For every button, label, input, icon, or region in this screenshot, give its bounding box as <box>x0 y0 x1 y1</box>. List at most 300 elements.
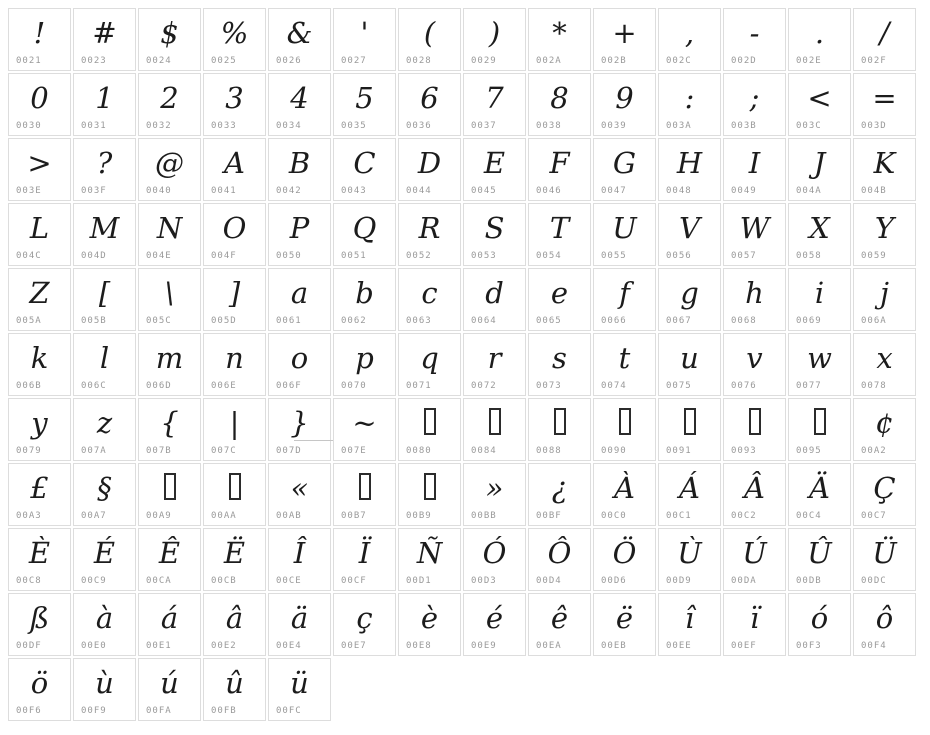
glyph-preview: R <box>418 211 441 245</box>
glyph-preview: h <box>745 276 764 310</box>
codepoint-label: 00C1 <box>666 511 692 521</box>
glyph-cell-0053[interactable] <box>463 203 526 266</box>
codepoint-label: 0027 <box>341 56 367 66</box>
codepoint-label: 0028 <box>406 56 432 66</box>
codepoint-label: 0093 <box>731 446 757 456</box>
glyph-preview: Ç <box>873 471 896 505</box>
codepoint-label: 00E7 <box>341 641 367 651</box>
codepoint-label: 00CE <box>276 576 302 586</box>
glyph-preview: j <box>880 276 889 310</box>
codepoint-label: 0088 <box>536 446 562 456</box>
glyph-cell-00DC[interactable] <box>853 528 916 591</box>
glyph-cell-0024[interactable] <box>138 8 201 71</box>
codepoint-label: 0048 <box>666 186 692 196</box>
glyph-cell-0090[interactable] <box>593 398 656 461</box>
glyph-cell-00C1[interactable] <box>658 463 721 526</box>
codepoint-label: 00B9 <box>406 511 432 521</box>
glyph-cell-00F3[interactable] <box>788 593 851 656</box>
glyph-cell-00A2[interactable] <box>853 398 916 461</box>
glyph-cell-00DB[interactable] <box>788 528 851 591</box>
glyph-cell-0034[interactable] <box>268 73 331 136</box>
glyph-cell-0070[interactable] <box>333 333 396 396</box>
glyph-cell-00CE[interactable] <box>268 528 331 591</box>
glyph-cell-002B[interactable] <box>593 8 656 71</box>
codepoint-label: 0095 <box>796 446 822 456</box>
glyph-cell-00E0[interactable] <box>73 593 136 656</box>
glyph-preview: l <box>99 341 110 375</box>
glyph-cell-0084[interactable] <box>463 398 526 461</box>
glyph-cell-006F[interactable] <box>268 333 331 396</box>
glyph-cell-0032[interactable] <box>138 73 201 136</box>
tofu-box-icon <box>684 408 696 435</box>
glyph-cell-0061[interactable] <box>268 268 331 331</box>
codepoint-label: 004A <box>796 186 822 196</box>
glyph-cell-003E[interactable] <box>8 138 71 201</box>
glyph-cell-0021[interactable] <box>8 8 71 71</box>
glyph-cell-0065[interactable] <box>528 268 591 331</box>
codepoint-label: 006F <box>276 381 302 391</box>
codepoint-label: 00EA <box>536 641 562 651</box>
missing-glyph-box <box>464 400 525 442</box>
codepoint-label: 0033 <box>211 121 237 131</box>
glyph-cell-007B[interactable] <box>138 398 201 461</box>
glyph-cell-00FC[interactable] <box>268 658 331 721</box>
glyph-cell-002E[interactable] <box>788 8 851 71</box>
codepoint-label: 0079 <box>16 446 42 456</box>
glyph-cell-006C[interactable] <box>73 333 136 396</box>
glyph-cell-006B[interactable] <box>8 333 71 396</box>
glyph-preview: i <box>814 276 825 310</box>
glyph-cell-007E[interactable] <box>333 398 396 461</box>
glyph-cell-00E7[interactable] <box>333 593 396 656</box>
glyph-cell-0073[interactable] <box>528 333 591 396</box>
glyph-cell-002A[interactable] <box>528 8 591 71</box>
glyph-cell-00F9[interactable] <box>73 658 136 721</box>
codepoint-label: 003B <box>731 121 757 131</box>
glyph-preview: 2 <box>160 81 179 115</box>
glyph-cell-0030[interactable] <box>8 73 71 136</box>
codepoint-label: 0050 <box>276 251 302 261</box>
glyph-cell-00C7[interactable] <box>853 463 916 526</box>
glyph-preview: £ <box>30 471 49 505</box>
glyph-cell-0039[interactable] <box>593 73 656 136</box>
glyph-cell-00A3[interactable] <box>8 463 71 526</box>
codepoint-label: 0069 <box>796 316 822 326</box>
glyph-cell-003C[interactable] <box>788 73 851 136</box>
glyph-cell-0056[interactable] <box>658 203 721 266</box>
glyph-preview: p <box>355 341 374 375</box>
tofu-box-icon <box>489 408 501 435</box>
glyph-cell-0077[interactable] <box>788 333 851 396</box>
glyph-cell-00B9[interactable] <box>398 463 461 526</box>
glyph-cell-004C[interactable] <box>8 203 71 266</box>
glyph-cell-0040[interactable] <box>138 138 201 201</box>
glyph-preview: É <box>93 536 116 570</box>
glyph-preview: } <box>290 406 309 440</box>
glyph-preview: K <box>873 146 896 180</box>
codepoint-label: 0038 <box>536 121 562 131</box>
glyph-preview: ¢ <box>875 406 894 440</box>
glyph-cell-00E2[interactable] <box>203 593 266 656</box>
glyph-cell-00BF[interactable] <box>528 463 591 526</box>
codepoint-label: 004E <box>146 251 172 261</box>
codepoint-label: 0058 <box>796 251 822 261</box>
glyph-preview: à <box>95 601 114 635</box>
glyph-cell-00C8[interactable] <box>8 528 71 591</box>
glyph-preview: ¿ <box>551 471 568 505</box>
glyph-preview: Ú <box>742 536 767 570</box>
codepoint-label: 00B7 <box>341 511 367 521</box>
glyph-cell-0045[interactable] <box>463 138 526 201</box>
glyph-cell-0044[interactable] <box>398 138 461 201</box>
glyph-cell-004F[interactable] <box>203 203 266 266</box>
codepoint-label: 0023 <box>81 56 107 66</box>
glyph-cell-00BB[interactable] <box>463 463 526 526</box>
glyph-preview: Á <box>679 471 700 505</box>
glyph-cell-00FA[interactable] <box>138 658 201 721</box>
glyph-cell-0033[interactable] <box>203 73 266 136</box>
codepoint-label: 0063 <box>406 316 432 326</box>
glyph-preview: m <box>155 341 184 375</box>
glyph-cell-003A[interactable] <box>658 73 721 136</box>
codepoint-label: 0046 <box>536 186 562 196</box>
glyph-cell-0037[interactable] <box>463 73 526 136</box>
glyph-preview: k <box>30 341 49 375</box>
glyph-cell-0041[interactable] <box>203 138 266 201</box>
glyph-cell-00AB[interactable] <box>268 463 331 526</box>
glyph-cell-00D1[interactable] <box>398 528 461 591</box>
glyph-cell-00D4[interactable] <box>528 528 591 591</box>
codepoint-label: 002A <box>536 56 562 66</box>
glyph-cell-004B[interactable] <box>853 138 916 201</box>
codepoint-label: 0053 <box>471 251 497 261</box>
glyph-cell-005A[interactable] <box>8 268 71 331</box>
glyph-preview: 0 <box>30 81 49 115</box>
glyph-preview: F <box>549 146 570 180</box>
glyph-preview: ï <box>749 601 760 635</box>
codepoint-label: 0073 <box>536 381 562 391</box>
glyph-preview: z <box>96 406 113 440</box>
glyph-preview: 3 <box>225 81 244 115</box>
glyph-preview: N <box>156 211 183 245</box>
glyph-preview: S <box>484 211 505 245</box>
tofu-box-icon <box>619 408 631 435</box>
glyph-cell-0076[interactable] <box>723 333 786 396</box>
glyph-cell-0052[interactable] <box>398 203 461 266</box>
glyph-cell-00CB[interactable] <box>203 528 266 591</box>
glyph-cell-002D[interactable] <box>723 8 786 71</box>
glyph-cell-00EE[interactable] <box>658 593 721 656</box>
codepoint-label: 0035 <box>341 121 367 131</box>
glyph-cell-007C[interactable] <box>203 398 266 461</box>
glyph-cell-0058[interactable] <box>788 203 851 266</box>
glyph-cell-0079[interactable] <box>8 398 71 461</box>
codepoint-label: 007D <box>276 446 302 456</box>
glyph-cell-00E9[interactable] <box>463 593 526 656</box>
codepoint-label: 006B <box>16 381 42 391</box>
glyph-cell-0027[interactable] <box>333 8 396 71</box>
glyph-cell-00E8[interactable] <box>398 593 461 656</box>
missing-glyph-box <box>399 465 460 507</box>
codepoint-label: 0031 <box>81 121 107 131</box>
codepoint-label: 0021 <box>16 56 42 66</box>
glyph-cell-0050[interactable] <box>268 203 331 266</box>
glyph-preview: O <box>222 211 247 245</box>
glyph-cell-005C[interactable] <box>138 268 201 331</box>
glyph-cell-00A7[interactable] <box>73 463 136 526</box>
glyph-cell-0047[interactable] <box>593 138 656 201</box>
codepoint-label: 0061 <box>276 316 302 326</box>
glyph-cell-00EB[interactable] <box>593 593 656 656</box>
codepoint-label: 003F <box>81 186 107 196</box>
glyph-cell-0043[interactable] <box>333 138 396 201</box>
glyph-preview: | <box>229 406 240 440</box>
glyph-preview: Ó <box>482 536 507 570</box>
glyph-cell-003F[interactable] <box>73 138 136 201</box>
glyph-preview: W <box>739 211 770 245</box>
glyph-cell-0093[interactable] <box>723 398 786 461</box>
glyph-preview: E <box>483 146 506 180</box>
glyph-cell-0072[interactable] <box>463 333 526 396</box>
glyph-preview: Q <box>352 211 377 245</box>
codepoint-label: 00D3 <box>471 576 497 586</box>
glyph-cell-005D[interactable] <box>203 268 266 331</box>
glyph-cell-00F4[interactable] <box>853 593 916 656</box>
glyph-cell-00D9[interactable] <box>658 528 721 591</box>
glyph-preview: y <box>31 406 48 440</box>
codepoint-label: 0068 <box>731 316 757 326</box>
glyph-preview: é <box>485 601 504 635</box>
glyph-cell-0067[interactable] <box>658 268 721 331</box>
glyph-preview: Î <box>293 536 306 570</box>
glyph-preview: g <box>680 276 699 310</box>
missing-glyph-box <box>594 400 655 442</box>
glyph-cell-00AA[interactable] <box>203 463 266 526</box>
glyph-cell-0054[interactable] <box>528 203 591 266</box>
glyph-cell-004E[interactable] <box>138 203 201 266</box>
glyph-cell-0095[interactable] <box>788 398 851 461</box>
glyph-cell-00B7[interactable] <box>333 463 396 526</box>
glyph-cell-004D[interactable] <box>73 203 136 266</box>
glyph-preview: Ä <box>809 471 830 505</box>
codepoint-label: 00DF <box>16 641 42 651</box>
codepoint-label: 0084 <box>471 446 497 456</box>
codepoint-label: 003E <box>16 186 42 196</box>
glyph-cell-0038[interactable] <box>528 73 591 136</box>
glyph-preview: x <box>876 341 893 375</box>
glyph-cell-0066[interactable] <box>593 268 656 331</box>
glyph-cell-003B[interactable] <box>723 73 786 136</box>
glyph-cell-0026[interactable] <box>268 8 331 71</box>
glyph-cell-0042[interactable] <box>268 138 331 201</box>
tofu-box-icon <box>424 473 436 500</box>
glyph-cell-0064[interactable] <box>463 268 526 331</box>
tofu-box-icon <box>424 408 436 435</box>
glyph-cell-006A[interactable] <box>853 268 916 331</box>
codepoint-label: 0076 <box>731 381 757 391</box>
codepoint-label: 00E9 <box>471 641 497 651</box>
glyph-cell-0059[interactable] <box>853 203 916 266</box>
glyph-cell-0028[interactable] <box>398 8 461 71</box>
glyph-preview: H <box>676 146 703 180</box>
glyph-cell-006E[interactable] <box>203 333 266 396</box>
glyph-cell-002F[interactable] <box>853 8 916 71</box>
glyph-cell-0029[interactable] <box>463 8 526 71</box>
codepoint-label: 0054 <box>536 251 562 261</box>
glyph-cell-00CA[interactable] <box>138 528 201 591</box>
glyph-cell-00A9[interactable] <box>138 463 201 526</box>
glyph-cell-007D[interactable] <box>268 398 331 461</box>
codepoint-label: 00BB <box>471 511 497 521</box>
glyph-preview: 5 <box>355 81 374 115</box>
glyph-cell-0046[interactable] <box>528 138 591 201</box>
glyph-cell-0051[interactable] <box>333 203 396 266</box>
glyph-preview: q <box>420 341 439 375</box>
glyph-cell-00D3[interactable] <box>463 528 526 591</box>
codepoint-label: 0080 <box>406 446 432 456</box>
glyph-preview: ! <box>33 16 46 50</box>
glyph-cell-0055[interactable] <box>593 203 656 266</box>
codepoint-label: 00F3 <box>796 641 822 651</box>
codepoint-label: 0034 <box>276 121 302 131</box>
missing-glyph-box <box>659 400 720 442</box>
glyph-cell-003D[interactable] <box>853 73 916 136</box>
codepoint-label: 0065 <box>536 316 562 326</box>
glyph-cell-00F6[interactable] <box>8 658 71 721</box>
glyph-preview: < <box>807 81 832 115</box>
glyph-preview: c <box>421 276 438 310</box>
codepoint-label: 002F <box>861 56 887 66</box>
glyph-preview: @ <box>155 146 184 180</box>
glyph-preview: - <box>749 16 760 50</box>
glyph-cell-0057[interactable] <box>723 203 786 266</box>
glyph-cell-0025[interactable] <box>203 8 266 71</box>
glyph-cell-00EF[interactable] <box>723 593 786 656</box>
glyph-cell-0068[interactable] <box>723 268 786 331</box>
codepoint-label: 00C0 <box>601 511 627 521</box>
codepoint-label: 007A <box>81 446 107 456</box>
glyph-preview: û <box>225 666 244 700</box>
glyph-preview: ê <box>550 601 569 635</box>
glyph-cell-0069[interactable] <box>788 268 851 331</box>
glyph-cell-00DA[interactable] <box>723 528 786 591</box>
glyph-preview: e <box>550 276 569 310</box>
glyph-cell-0062[interactable] <box>333 268 396 331</box>
glyph-preview: ; <box>749 81 760 115</box>
missing-glyph-box <box>334 465 395 507</box>
glyph-cell-0036[interactable] <box>398 73 461 136</box>
glyph-cell-002C[interactable] <box>658 8 721 71</box>
glyph-cell-0035[interactable] <box>333 73 396 136</box>
glyph-preview: ä <box>290 601 309 635</box>
codepoint-label: 00D1 <box>406 576 432 586</box>
codepoint-label: 005C <box>146 316 172 326</box>
glyph-cell-00FB[interactable] <box>203 658 266 721</box>
glyph-cell-0078[interactable] <box>853 333 916 396</box>
glyph-preview: G <box>612 146 637 180</box>
glyph-preview: è <box>420 601 439 635</box>
codepoint-label: 00BF <box>536 511 562 521</box>
glyph-preview: o <box>290 341 309 375</box>
glyph-cell-0075[interactable] <box>658 333 721 396</box>
glyph-preview: Ï <box>358 536 371 570</box>
codepoint-label: 007B <box>146 446 172 456</box>
glyph-preview: ù <box>95 666 114 700</box>
glyph-cell-0080[interactable] <box>398 398 461 461</box>
tofu-box-icon <box>554 408 566 435</box>
glyph-cell-0074[interactable] <box>593 333 656 396</box>
glyph-preview: I <box>748 146 761 180</box>
glyph-cell-0048[interactable] <box>658 138 721 201</box>
glyph-preview: Û <box>807 536 832 570</box>
codepoint-label: 00C9 <box>81 576 107 586</box>
glyph-preview: V <box>679 211 700 245</box>
glyph-cell-0031[interactable] <box>73 73 136 136</box>
codepoint-label: 0049 <box>731 186 757 196</box>
glyph-cell-00CF[interactable] <box>333 528 396 591</box>
glyph-cell-0088[interactable] <box>528 398 591 461</box>
codepoint-label: 002D <box>731 56 757 66</box>
glyph-cell-007A[interactable] <box>73 398 136 461</box>
glyph-preview: ö <box>30 666 49 700</box>
glyph-cell-00EA[interactable] <box>528 593 591 656</box>
glyph-cell-0071[interactable] <box>398 333 461 396</box>
codepoint-label: 0026 <box>276 56 302 66</box>
codepoint-label: 00DA <box>731 576 757 586</box>
codepoint-label: 006C <box>81 381 107 391</box>
codepoint-label: 0055 <box>601 251 627 261</box>
glyph-preview: # <box>92 16 117 50</box>
codepoint-label: 0067 <box>666 316 692 326</box>
codepoint-label: 006D <box>146 381 172 391</box>
glyph-cell-00E1[interactable] <box>138 593 201 656</box>
glyph-cell-005B[interactable] <box>73 268 136 331</box>
codepoint-label: 00AA <box>211 511 237 521</box>
glyph-cell-004A[interactable] <box>788 138 851 201</box>
glyph-preview: Ô <box>547 536 572 570</box>
glyph-cell-00C9[interactable] <box>73 528 136 591</box>
glyph-preview: d <box>485 276 504 310</box>
glyph-preview: & <box>286 16 313 50</box>
glyph-preview: 6 <box>420 81 439 115</box>
glyph-cell-00D6[interactable] <box>593 528 656 591</box>
glyph-cell-0063[interactable] <box>398 268 461 331</box>
glyph-cell-00C4[interactable] <box>788 463 851 526</box>
codepoint-label: 004B <box>861 186 887 196</box>
glyph-preview: 1 <box>95 81 114 115</box>
glyph-preview: ô <box>875 601 894 635</box>
glyph-cell-0091[interactable] <box>658 398 721 461</box>
glyph-preview: Ü <box>872 536 897 570</box>
codepoint-label: 004C <box>16 251 42 261</box>
glyph-cell-006D[interactable] <box>138 333 201 396</box>
codepoint-label: 0078 <box>861 381 887 391</box>
glyph-cell-0049[interactable] <box>723 138 786 201</box>
glyph-preview: * <box>552 16 567 50</box>
glyph-cell-00DF[interactable] <box>8 593 71 656</box>
codepoint-label: 00C2 <box>731 511 757 521</box>
codepoint-label: 0091 <box>666 446 692 456</box>
glyph-cell-00C0[interactable] <box>593 463 656 526</box>
tofu-box-icon <box>359 473 371 500</box>
glyph-cell-00C2[interactable] <box>723 463 786 526</box>
glyph-cell-00E4[interactable] <box>268 593 331 656</box>
glyph-cell-0023[interactable] <box>73 8 136 71</box>
codepoint-label: 0025 <box>211 56 237 66</box>
codepoint-label: 004D <box>81 251 107 261</box>
codepoint-label: 0056 <box>666 251 692 261</box>
codepoint-label: 0062 <box>341 316 367 326</box>
